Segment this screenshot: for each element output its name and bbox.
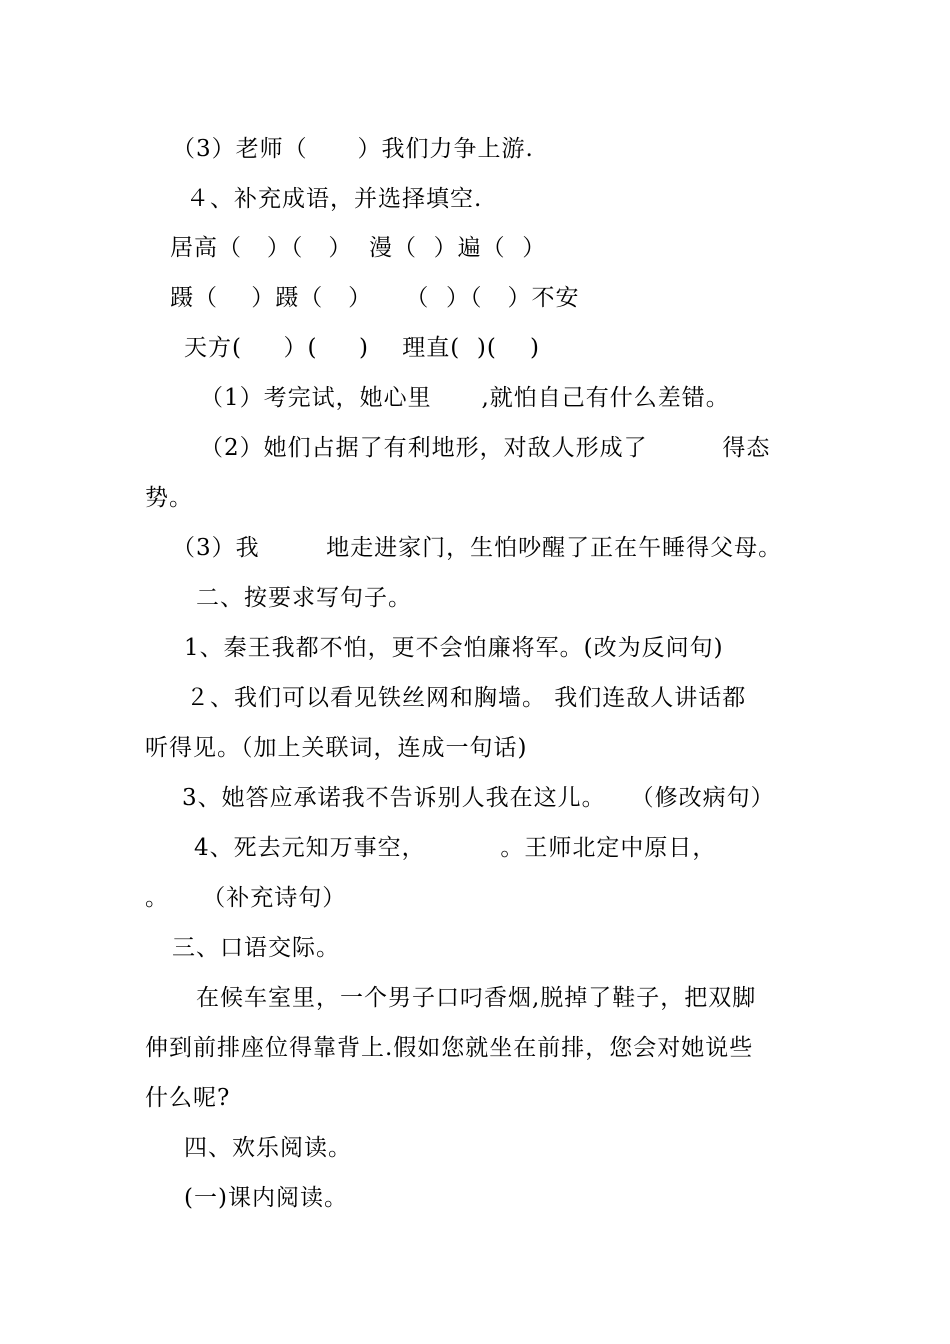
sentence-task-2: ２、我们可以看见铁丝网和胸墙。 我们连敌人讲话都: [186, 685, 747, 711]
sentence-task-1: 1、秦王我都不怕，更不会怕廉将军。(改为反问句): [184, 635, 724, 661]
sentence-task-4-cont: 。 （补充诗句）: [145, 885, 347, 911]
idiom-sentence-2-cont: 势。: [145, 485, 193, 511]
q3-fill-blank-line: （3）老师（ ）我们力争上游.: [172, 136, 534, 162]
sentence-task-3: 3、她答应承诺我不告诉别人我在这儿。 （修改病句）: [182, 785, 775, 811]
section-4-heading: 四、欢乐阅读。: [184, 1135, 352, 1161]
idiom-row-2: 蹑（ ）蹑（ ） （ ）（ ）不安: [170, 285, 580, 311]
section-2-heading: 二、按要求写句子。: [196, 585, 412, 611]
sentence-task-2-cont: 听得见。（加上关联词，连成一句话): [145, 735, 528, 761]
sentence-task-4: 4、死去元知万事空， 。王师北定中原日，: [194, 835, 717, 861]
section4-idiom-heading: ４、补充成语，并选择填空.: [186, 186, 483, 212]
section-3-heading: 三、口语交际。: [172, 935, 340, 961]
reading-subheading: (一)课内阅读。: [184, 1185, 348, 1211]
idiom-sentence-2: （2）她们占据了有利地形，对敌人形成了 得态: [200, 435, 771, 461]
idiom-sentence-3: （3）我 地走进家门，生怕吵醒了正在午睡得父母。: [172, 535, 783, 561]
oral-paragraph-line-3: 什么呢?: [145, 1085, 231, 1111]
idiom-row-3: 天方( ）( ) 理直( )( ): [184, 335, 541, 361]
idiom-sentence-1: （1）考完试，她心里 ,就怕自己有什么差错。: [200, 385, 730, 411]
idiom-row-1: 居高（ ）（ ） 漫（ ）遍（ ）: [170, 235, 547, 261]
oral-paragraph-line-2: 伸到前排座位得靠背上.假如您就坐在前排，您会对她说些: [145, 1035, 754, 1061]
oral-paragraph-line-1: 在候车室里，一个男子口叼香烟,脱掉了鞋子，把双脚: [196, 985, 757, 1011]
